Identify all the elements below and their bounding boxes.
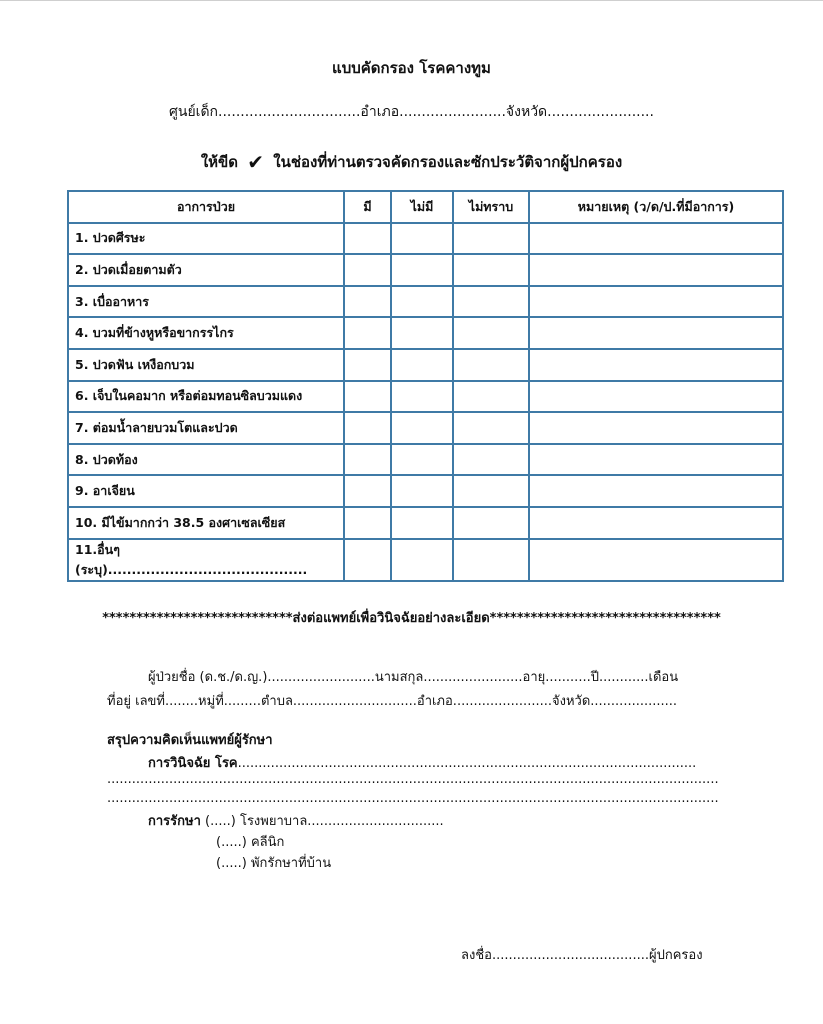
- yes-cell[interactable]: [344, 286, 391, 318]
- yes-cell[interactable]: [344, 254, 391, 286]
- instruction-prefix: ให้ขีด: [200, 153, 239, 171]
- symptom-label: 6. เจ็บในคอมาก หรือต่อมทอนซิลบวมแดง: [68, 381, 344, 413]
- unknown-cell[interactable]: [453, 317, 529, 349]
- yes-cell[interactable]: [344, 444, 391, 476]
- table-row: [68, 254, 783, 286]
- unknown-cell[interactable]: [453, 349, 529, 381]
- no-cell[interactable]: [391, 475, 453, 507]
- unknown-cell[interactable]: [453, 412, 529, 444]
- symptom-label: 11.อื่นๆ (ระบุ)..........................................: [68, 539, 344, 581]
- dotted-line-1: ....................................................................................................................................................: [107, 772, 719, 787]
- guardian-signature: ลงชื่อ......................................ผู้ปกครอง: [461, 948, 703, 963]
- unknown-cell[interactable]: [453, 381, 529, 413]
- symptom-label: 1. ปวดศีรษะ: [68, 223, 344, 255]
- table-row: [68, 475, 783, 507]
- symptom-label: 3. เบื่ออาหาร: [68, 286, 344, 318]
- treatment-line: [148, 810, 444, 831]
- table-row: [68, 286, 783, 318]
- diagnosis-dots: ...............................................................................................................: [237, 756, 697, 771]
- no-cell[interactable]: [391, 223, 453, 255]
- instruction: [0, 150, 823, 174]
- no-cell[interactable]: [391, 444, 453, 476]
- remarks-cell[interactable]: [529, 475, 783, 507]
- unknown-cell[interactable]: [453, 254, 529, 286]
- yes-cell[interactable]: [344, 507, 391, 539]
- header-yes: มี: [344, 191, 391, 223]
- screening-table: [67, 190, 784, 582]
- remarks-cell[interactable]: [529, 412, 783, 444]
- summary-heading: สรุปความคิดเห็นแพทย์ผู้รักษา: [107, 733, 273, 748]
- table-row: [68, 223, 783, 255]
- remarks-cell[interactable]: [529, 349, 783, 381]
- header-unknown: ไม่ทราบ: [453, 191, 529, 223]
- remarks-cell[interactable]: [529, 286, 783, 318]
- no-cell[interactable]: [391, 381, 453, 413]
- unknown-cell[interactable]: [453, 444, 529, 476]
- no-cell[interactable]: [391, 349, 453, 381]
- table-row: [68, 349, 783, 381]
- symptom-label: 9. อาเจียน: [68, 475, 344, 507]
- table-row: [68, 507, 783, 539]
- remarks-cell[interactable]: [529, 381, 783, 413]
- symptom-label: 8. ปวดท้อง: [68, 444, 344, 476]
- remarks-cell[interactable]: [529, 539, 783, 581]
- yes-cell[interactable]: [344, 539, 391, 581]
- dotted-line-2: ....................................................................................................................................................: [107, 791, 719, 806]
- symptom-label: 10. มีไข้มากกว่า 38.5 องศาเซลเซียส: [68, 507, 344, 539]
- unknown-cell[interactable]: [453, 475, 529, 507]
- no-cell[interactable]: [391, 286, 453, 318]
- no-cell[interactable]: [391, 254, 453, 286]
- table-row: [68, 381, 783, 413]
- no-cell[interactable]: [391, 539, 453, 581]
- no-cell[interactable]: [391, 317, 453, 349]
- remarks-cell[interactable]: [529, 444, 783, 476]
- header-no: ไม่มี: [391, 191, 453, 223]
- patient-line: ผู้ป่วยชื่อ (ด.ช./ด.ญ.)..........................นามสกุล........................อายุ...........ปี............เดือน: [148, 670, 679, 685]
- diagnosis-label: การวินิจฉัย โรค: [148, 756, 238, 771]
- remarks-cell[interactable]: [529, 223, 783, 255]
- unknown-cell[interactable]: [453, 223, 529, 255]
- table-row: [68, 444, 783, 476]
- center-district-line: ศูนย์เด็ก................................อำเภอ........................จังหวัด........................: [169, 104, 654, 120]
- remarks-cell[interactable]: [529, 317, 783, 349]
- unknown-cell[interactable]: [453, 286, 529, 318]
- table-header-row: [68, 191, 783, 223]
- treatment-option-home: (.....) พักรักษาที่บ้าน: [216, 856, 332, 871]
- header-symptom: อาการป่วย: [68, 191, 344, 223]
- table-row: [68, 412, 783, 444]
- remarks-cell[interactable]: [529, 507, 783, 539]
- unknown-cell[interactable]: [453, 539, 529, 581]
- treatment-option-clinic: (.....) คลีนิก: [216, 835, 285, 850]
- no-cell[interactable]: [391, 412, 453, 444]
- symptom-label: 7. ต่อมน้ำลายบวมโตและปวด: [68, 412, 344, 444]
- yes-cell[interactable]: [344, 381, 391, 413]
- treatment-option-hospital: (.....) โรงพยาบาล.................................: [205, 814, 444, 829]
- referral-banner: ****************************ส่งต่อแพทย์เพื่อวินิจฉัยอย่างละเอียด**********************************: [102, 611, 721, 626]
- unknown-cell[interactable]: [453, 507, 529, 539]
- symptom-label: 5. ปวดฟัน เหงือกบวม: [68, 349, 344, 381]
- no-cell[interactable]: [391, 507, 453, 539]
- treatment-label: การรักษา: [148, 814, 201, 829]
- diagnosis-line: [148, 752, 696, 773]
- yes-cell[interactable]: [344, 475, 391, 507]
- remarks-cell[interactable]: [529, 254, 783, 286]
- yes-cell[interactable]: [344, 412, 391, 444]
- table-row: [68, 317, 783, 349]
- checkmark-icon: ✔: [247, 150, 265, 174]
- symptom-label: 4. บวมที่ข้างหูหรือขากรรไกร: [68, 317, 344, 349]
- yes-cell[interactable]: [344, 317, 391, 349]
- instruction-text: ในช่องที่ท่านตรวจคัดกรองและซักประวัติจากผู้ปกครอง: [273, 153, 623, 171]
- symptom-label: 2. ปวดเมื่อยตามตัว: [68, 254, 344, 286]
- table-row: [68, 539, 783, 581]
- yes-cell[interactable]: [344, 349, 391, 381]
- address-line: ที่อยู่ เลขที่........หมู่ที่.........ตำบล..............................อำเภอ........................จังหวัด.....................: [107, 694, 678, 709]
- form-title: แบบคัดกรอง โรคคางทูม: [332, 59, 491, 77]
- yes-cell[interactable]: [344, 223, 391, 255]
- header-remarks: หมายเหตุ (ว/ด/ป.ที่มีอาการ): [529, 191, 783, 223]
- top-border: [0, 0, 823, 1]
